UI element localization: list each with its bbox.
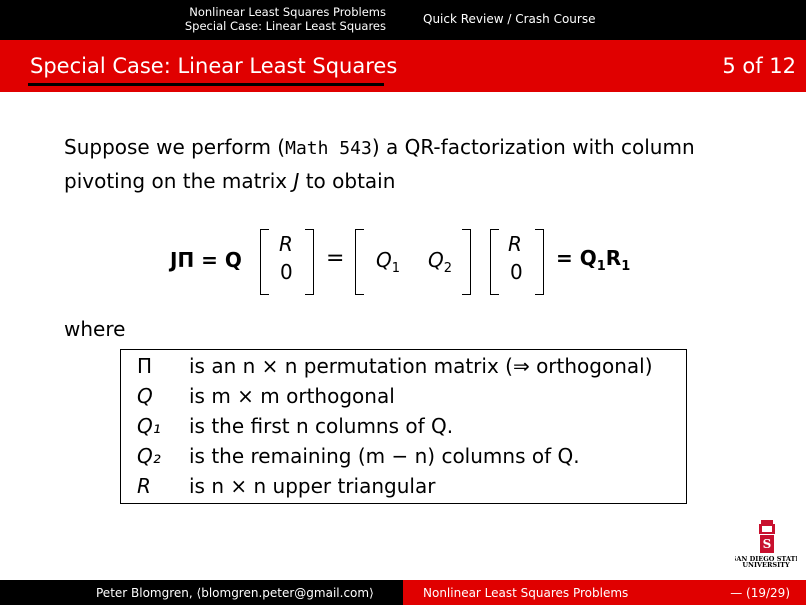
matrix3-top: R <box>508 232 522 256</box>
definition-text: is the first n columns of Q. <box>189 414 454 438</box>
footer-page-counter: — (19/29) <box>730 586 790 600</box>
equals-sign-1: = <box>326 246 345 271</box>
matrix3-bottom: 0 <box>510 260 523 284</box>
intro-paragraph <box>64 131 754 197</box>
definition-symbol: Q₂ <box>137 444 161 468</box>
logo-text-line1: SAN DIEGO STATE <box>735 555 797 563</box>
footer-talk-title: Nonlinear Least Squares Problems <box>423 586 629 600</box>
definition-row <box>121 384 686 414</box>
matrix2-left-bracket <box>355 229 364 295</box>
definition-symbol: R <box>137 474 151 498</box>
matrix2-q2: $Q_2$ <box>428 248 453 276</box>
matrix1-bottom: 0 <box>280 260 293 284</box>
where-label: where <box>64 317 126 341</box>
matrix3-right-bracket <box>535 229 544 295</box>
qr-equation <box>0 220 806 310</box>
definition-text: is an n × n permutation matrix (⇒ orthogonal) <box>189 354 653 378</box>
intro-course-code: Math 543 <box>285 138 372 159</box>
nav-subsection-link[interactable]: Special Case: Linear Least Squares <box>184 19 386 33</box>
definition-symbol: Q <box>137 384 153 408</box>
top-navigation <box>0 0 806 40</box>
definition-row <box>121 354 686 384</box>
nav-section-link[interactable]: Nonlinear Least Squares Problems <box>189 5 386 19</box>
matrix3-left-bracket <box>490 229 499 295</box>
definition-symbol: Π <box>137 354 153 378</box>
definition-row <box>121 444 686 474</box>
matrix2-right-bracket <box>462 229 471 295</box>
nav-section-panel <box>0 0 403 40</box>
matrix1-left-bracket <box>260 229 269 295</box>
footer-author: Peter Blomgren, ⟨blomgren.peter@gmail.com⟩ <box>96 586 374 600</box>
slide-footer <box>0 580 806 605</box>
matrix1-right-bracket <box>305 229 314 295</box>
definitions-box <box>120 349 687 504</box>
equation-rhs: = $Q_1R_1$ <box>556 246 631 274</box>
intro-matrix-j: J <box>293 169 300 193</box>
intro-text-b: ) a QR-factorization with column pivoting on the matrix <box>64 135 695 193</box>
definition-symbol: Q₁ <box>137 414 161 438</box>
slide-title: Special Case: Linear Least Squares <box>30 54 398 78</box>
title-underline <box>28 83 384 86</box>
slide-title-bar <box>0 40 806 92</box>
nav-right-panel <box>403 0 806 40</box>
definition-row <box>121 414 686 444</box>
nav-quick-review-link[interactable]: Quick Review / Crash Course <box>423 12 596 26</box>
definition-text: is m × m orthogonal <box>189 384 395 408</box>
svg-text:S: S <box>762 537 772 551</box>
intro-text-c: to obtain <box>299 169 396 193</box>
intro-text-a: Suppose we perform ( <box>64 135 286 159</box>
matrix1-top: R <box>279 232 293 256</box>
definition-row <box>121 474 686 504</box>
footer-left <box>0 580 403 605</box>
logo-text-line2: UNIVERSITY <box>742 561 790 568</box>
footer-right <box>403 580 806 605</box>
equation-lhs: JΠ = Q <box>170 248 242 272</box>
sdsu-logo-mark <box>735 518 797 568</box>
slide-page-number: 5 of 12 <box>722 54 796 78</box>
sdsu-logo <box>735 518 797 568</box>
definition-text: is n × n upper triangular <box>189 474 436 498</box>
matrix2-q1: $Q_1$ <box>376 248 401 276</box>
definition-text: is the remaining (m − n) columns of Q. <box>189 444 580 468</box>
